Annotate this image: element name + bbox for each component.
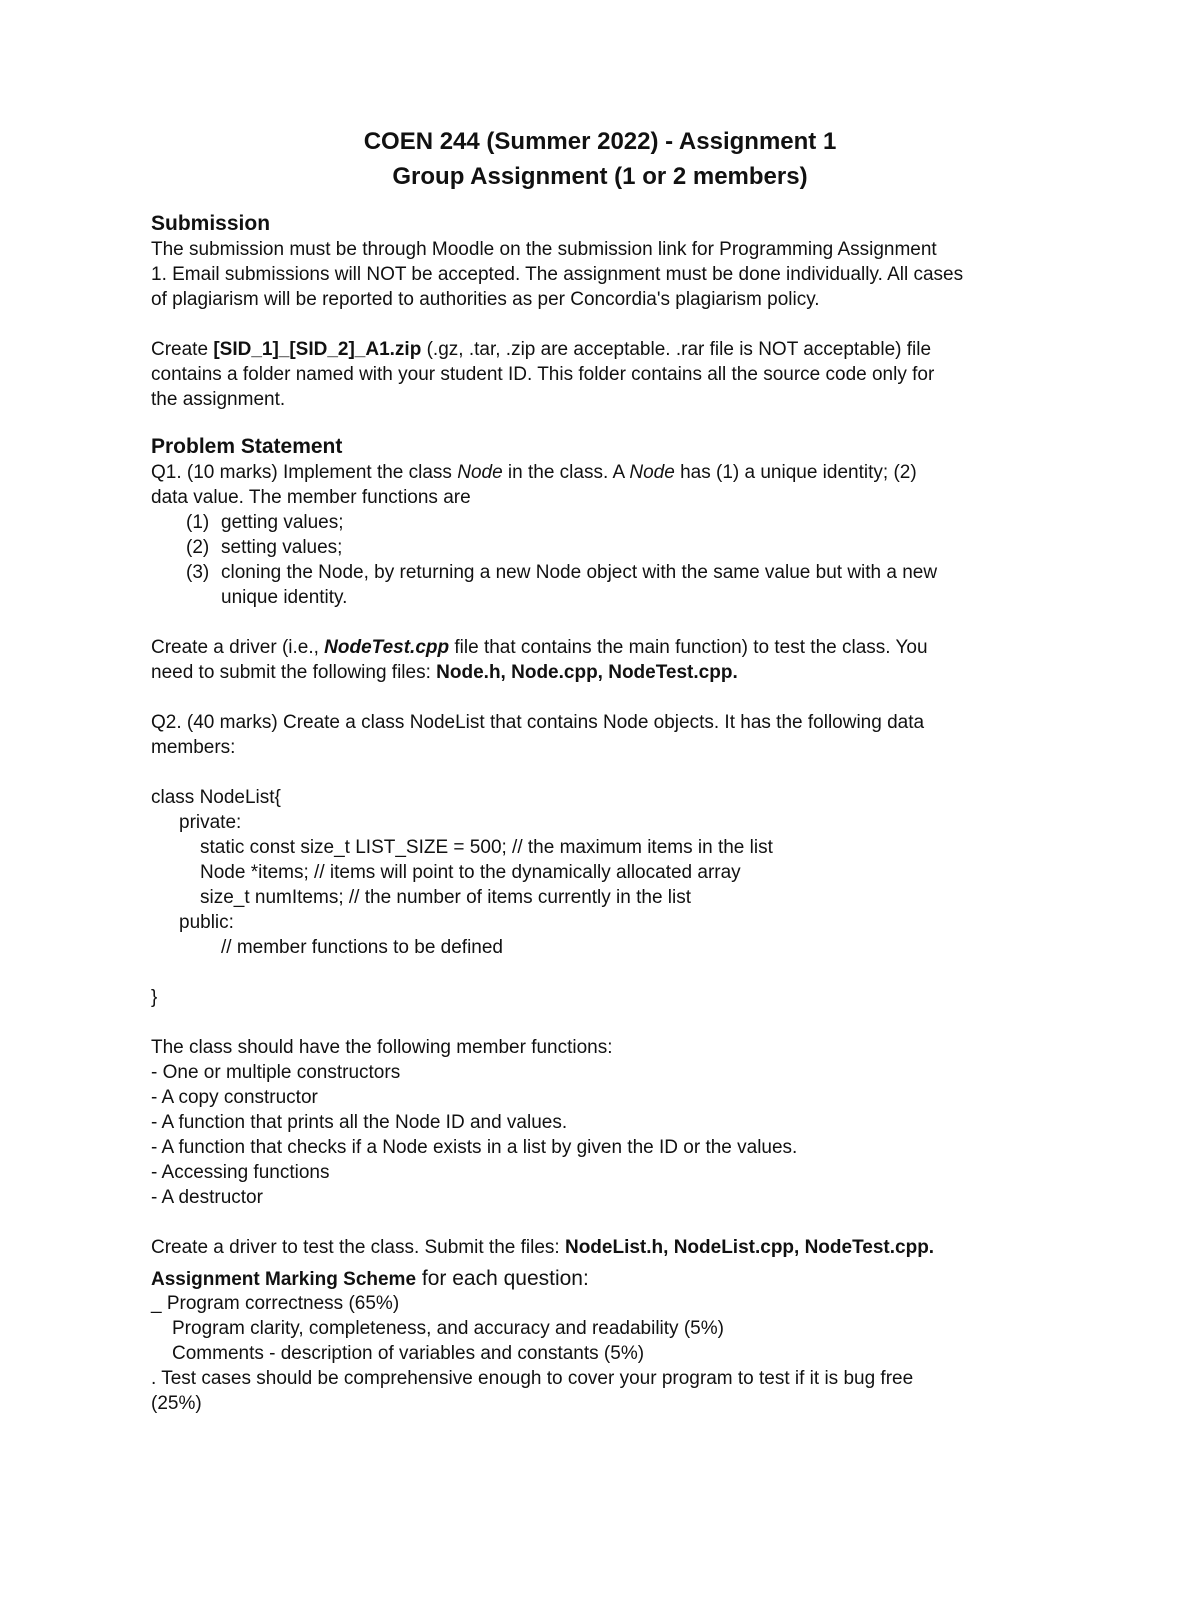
- function-item: - A function that prints all the Node ID and values.: [151, 1112, 568, 1133]
- q1-text-c: has (1) a unique identity; (2): [674, 462, 917, 483]
- node-italic: Node: [457, 462, 503, 483]
- list-number: (2): [186, 537, 210, 558]
- marking-item: (25%): [151, 1393, 202, 1414]
- q1-line: data value. The member functions are: [151, 487, 471, 508]
- q2-files: NodeList.h, NodeList.cpp, NodeTest.cpp.: [564, 1237, 935, 1258]
- list-number: (3): [186, 562, 210, 583]
- driver1-line: [151, 635, 1081, 660]
- submission-paragraph-line: The submission must be through Moodle on the submission link for Programming Assignment: [151, 239, 937, 260]
- code-line: public:: [179, 912, 234, 933]
- marking-heading-suffix: for each question:: [416, 1267, 589, 1290]
- q2-line: members:: [151, 737, 236, 758]
- problem-section: [151, 433, 1081, 1260]
- code-line: static const size_t LIST_SIZE = 500; // the maximum items in the list: [200, 837, 773, 858]
- submission-heading: Submission: [151, 212, 271, 235]
- nodetest-filename: NodeTest.cpp: [324, 637, 450, 658]
- function-item: - A destructor: [151, 1187, 263, 1208]
- function-item: - Accessing functions: [151, 1162, 330, 1183]
- node-italic: Node: [629, 462, 675, 483]
- code-line: size_t numItems; // the number of items currently in the list: [200, 887, 692, 908]
- function-item: - A function that checks if a Node exists in a list by given the ID or the values.: [151, 1137, 798, 1158]
- marking-item: _ Program correctness (65%): [151, 1293, 400, 1314]
- submission-paragraph-line: of plagiarism will be reported to authorities as per Concordia's plagiarism policy.: [151, 289, 820, 310]
- code-line: private:: [179, 812, 242, 833]
- marking-item: Comments - description of variables and constants (5%): [172, 1343, 645, 1364]
- function-item: - A copy constructor: [151, 1087, 318, 1108]
- submission-paragraph-line: contains a folder named with your student ID. This folder contains all the source code only for: [151, 364, 935, 385]
- code-line: Node *items; // items will point to the dynamically allocated array: [200, 862, 741, 883]
- list-number: (1): [186, 512, 210, 533]
- list-item: [151, 510, 1081, 535]
- create-zip-line: [151, 337, 1081, 362]
- marking-section: [151, 1266, 1081, 1416]
- driver2-text: Create a driver to test the class. Submit the files:: [151, 1237, 565, 1258]
- submission-paragraph-line: the assignment.: [151, 389, 286, 410]
- list-text: cloning the Node, by returning a new Node object with the same value but with a new: [221, 562, 938, 583]
- marking-heading-line: [151, 1266, 1081, 1291]
- title-line-1: COEN 244 (Summer 2022) - Assignment 1: [363, 128, 837, 155]
- document-title: [0, 124, 1200, 194]
- code-line: // member functions to be defined: [221, 937, 503, 958]
- q1-line: [151, 460, 1081, 485]
- list-item: [151, 560, 1081, 585]
- q2-line: Q2. (40 marks) Create a class NodeList that contains Node objects. It has the following data: [151, 712, 925, 733]
- driver1-text-a: Create a driver (i.e.,: [151, 637, 325, 658]
- create-suffix: (.gz, .tar, .zip are acceptable. .rar file is NOT acceptable) file: [421, 339, 932, 360]
- code-line: }: [151, 987, 158, 1008]
- driver1-text-c: need to submit the following files:: [151, 662, 437, 683]
- submission-section: [151, 210, 1081, 412]
- list-text: setting values;: [221, 537, 343, 558]
- q1-files: Node.h, Node.cpp, NodeTest.cpp.: [436, 662, 738, 683]
- title-line-2: Group Assignment (1 or 2 members): [392, 163, 808, 190]
- list-item-continuation: unique identity.: [221, 587, 348, 608]
- problem-heading: Problem Statement: [151, 435, 343, 458]
- function-item: - One or multiple constructors: [151, 1062, 401, 1083]
- zip-filename: [SID_1]_[SID_2]_A1.zip: [213, 339, 422, 360]
- code-line: class NodeList{: [151, 787, 281, 808]
- marking-heading: Assignment Marking Scheme: [151, 1269, 417, 1290]
- marking-item: . Test cases should be comprehensive enough to cover your program to test if it is bug free: [151, 1368, 914, 1389]
- driver1-text-b: file that contains the main function) to test the class. You: [449, 637, 928, 658]
- list-text: getting values;: [221, 512, 344, 533]
- code-block: [151, 785, 1081, 1010]
- q1-text-b: in the class. A: [502, 462, 630, 483]
- driver1-line: [151, 660, 1081, 685]
- create-prefix: Create: [151, 339, 214, 360]
- driver2-line: [151, 1235, 1081, 1260]
- list-item: [151, 535, 1081, 560]
- q1-text-a: Q1. (10 marks) Implement the class: [151, 462, 458, 483]
- marking-item: Program clarity, completeness, and accuracy and readability (5%): [172, 1318, 724, 1339]
- submission-paragraph-line: 1. Email submissions will NOT be accepted. The assignment must be done individually. All cases: [151, 264, 964, 285]
- functions-intro: The class should have the following member functions:: [151, 1037, 613, 1058]
